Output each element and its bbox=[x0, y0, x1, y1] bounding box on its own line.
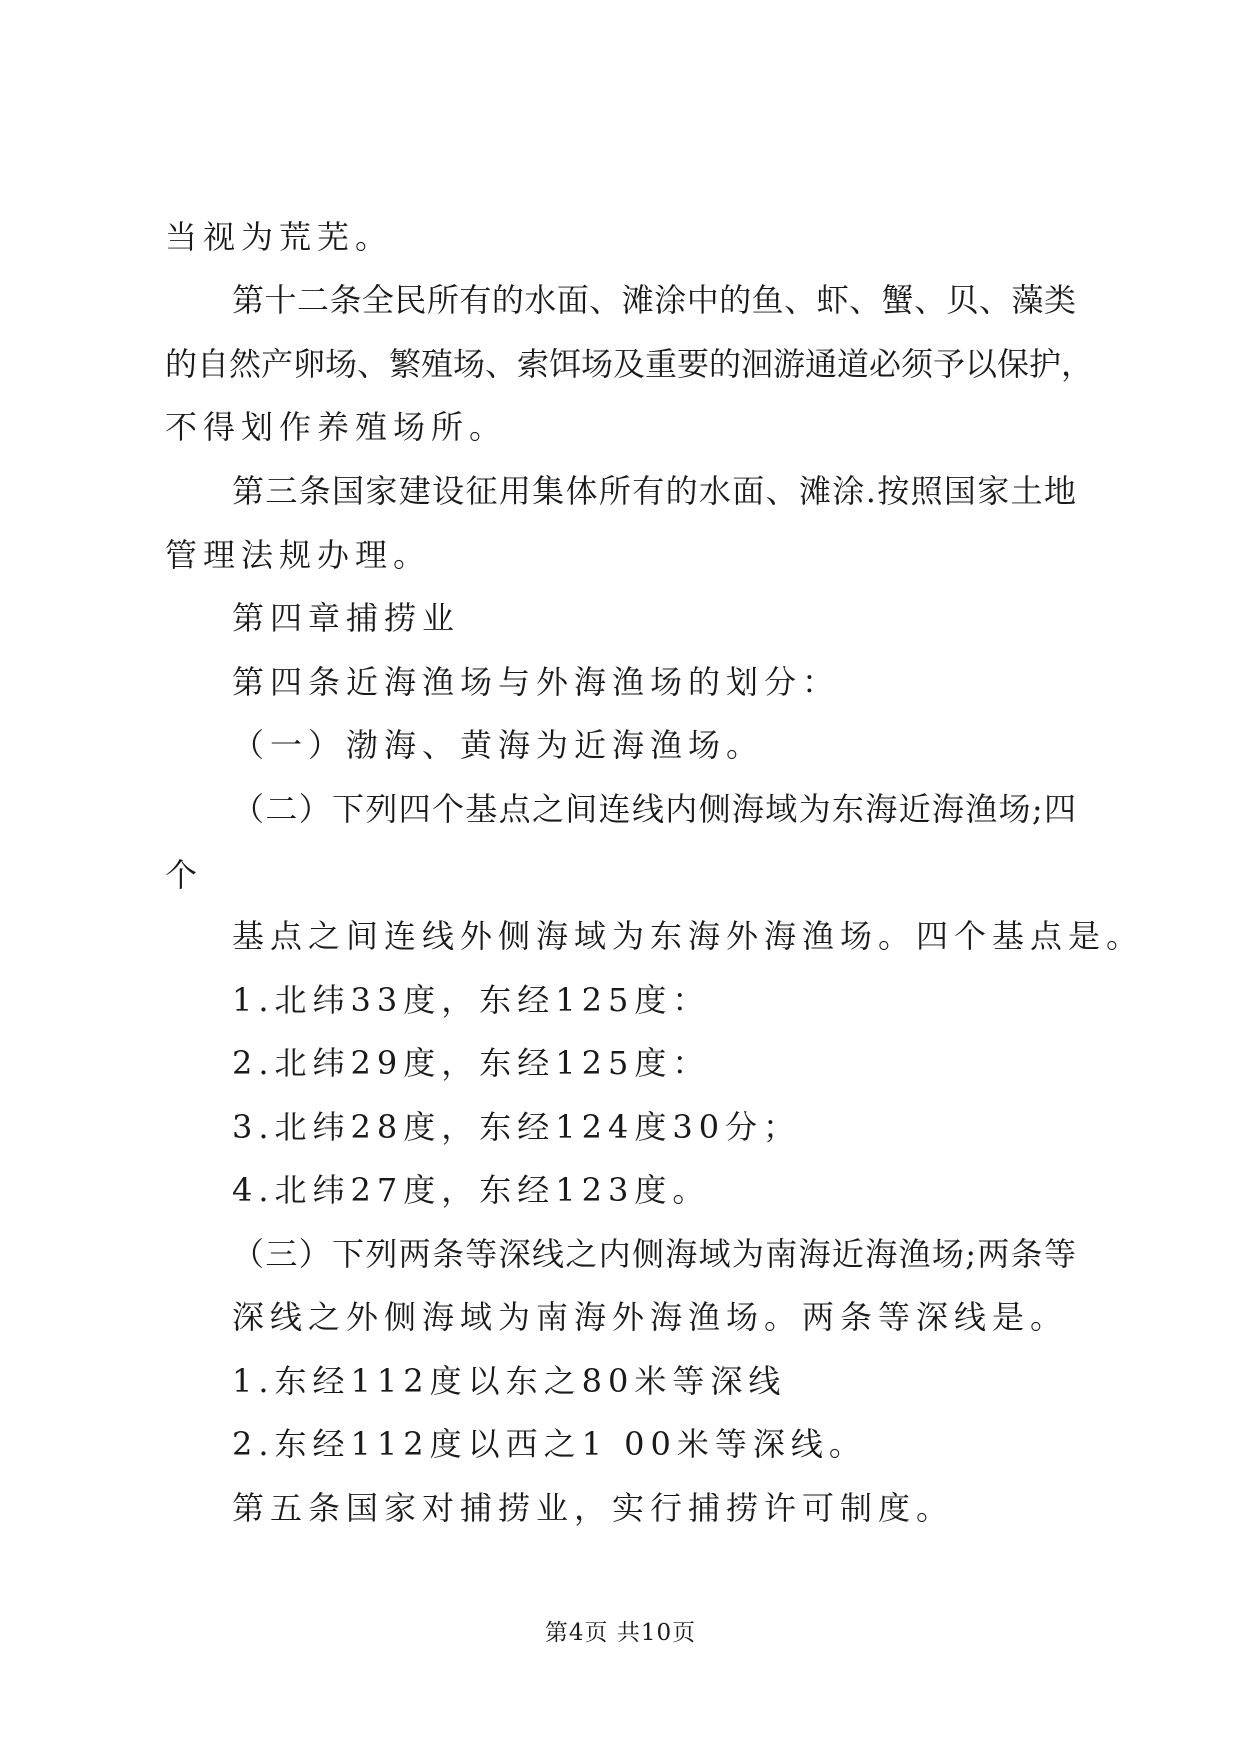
text-line: 管理法规办理。 bbox=[165, 536, 432, 574]
text-line: 不得划作养殖场所。 bbox=[165, 408, 508, 446]
text-line: 1.东经112度以东之80米等深线 bbox=[232, 1362, 787, 1400]
text-line: 第四章捕捞业 bbox=[232, 599, 461, 637]
text-line: （一）渤海、黄海为近海渔场。 bbox=[232, 726, 765, 764]
page-footer: 第4页 共10页 bbox=[544, 1620, 697, 1646]
text-line: 深线之外侧海域为南海外海渔场。两条等深线是。 bbox=[232, 1298, 1069, 1336]
text-line: 1.北纬33度，东经125度： bbox=[232, 981, 711, 1019]
text-line: 的自然产卵场、繁殖场、索饵场及重要的洄游通道必须予以保护， bbox=[165, 345, 1094, 383]
text-line: 3.北纬28度，东经124度30分； bbox=[232, 1108, 802, 1146]
text-line: 当视为荒芜。 bbox=[165, 218, 394, 256]
text-line: 第三条国家建设征用集体所有的水面、滩涂.按照国家土地 bbox=[232, 472, 1076, 510]
text-line: 4.北纬27度，东经123度。 bbox=[232, 1171, 711, 1209]
text-line: 第十二条全民所有的水面、滩涂中的鱼、虾、蟹、贝、藻类 bbox=[232, 281, 1076, 319]
text-line: 2.东经112度以西之1 00米等深线。 bbox=[232, 1425, 867, 1463]
text-line: 2.北纬29度，东经125度： bbox=[232, 1044, 711, 1082]
text-line: （三）下列两条等深线之内侧海域为南海近海渔场;两条等 bbox=[232, 1235, 1076, 1273]
text-line: （二）下列四个基点之间连线内侧海域为东海近海渔场;四 bbox=[232, 790, 1076, 828]
text-line: 个 bbox=[165, 856, 204, 894]
text-line: 第四条近海渔场与外海渔场的划分： bbox=[232, 663, 841, 701]
text-line: 第五条国家对捕捞业，实行捕捞许可制度。 bbox=[232, 1489, 955, 1527]
text-line: 基点之间连线外侧海域为东海外海渔场。四个基点是。 bbox=[232, 917, 1145, 955]
